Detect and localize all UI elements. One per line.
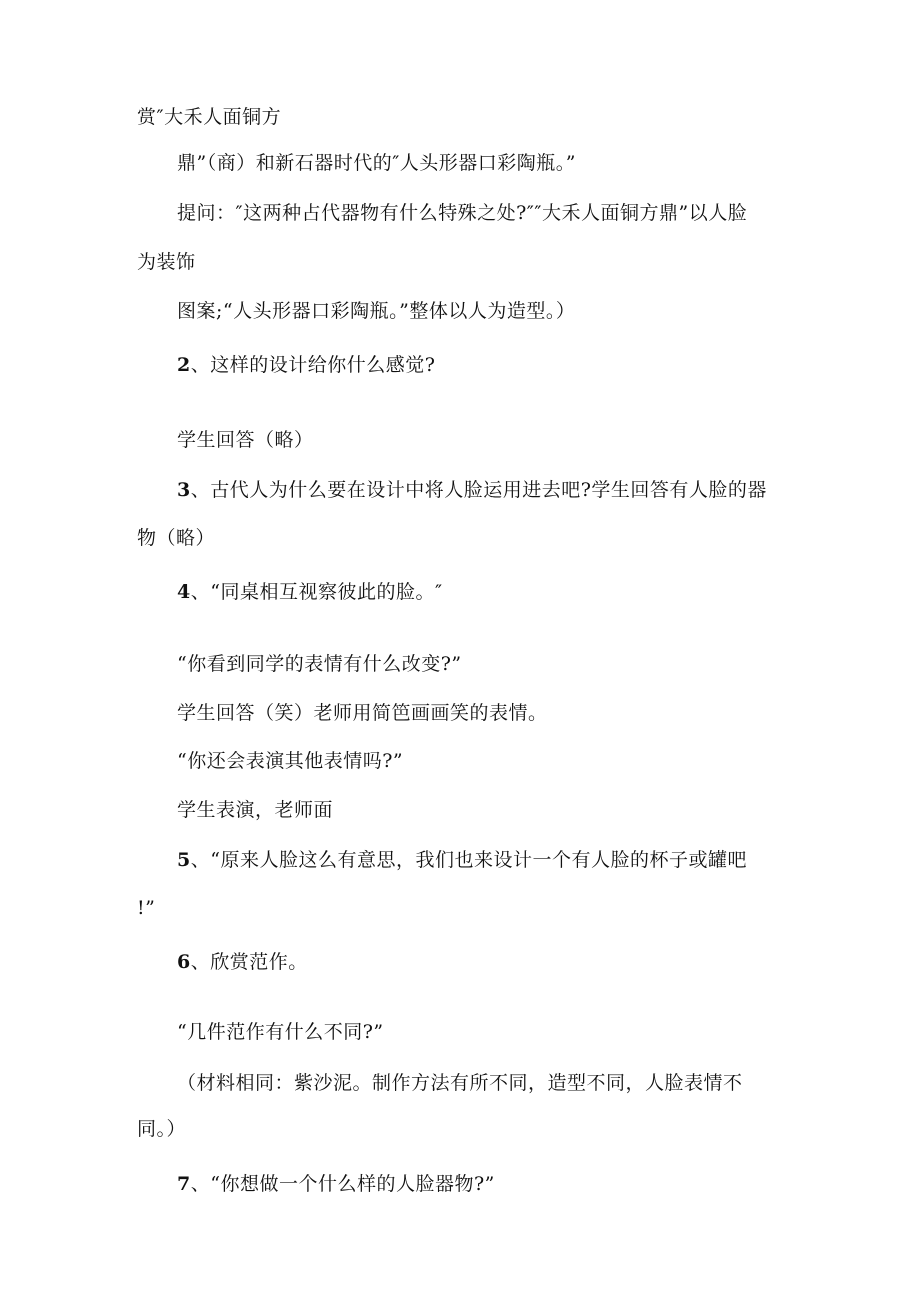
line-text: 赏″大禾人面铜方 — [137, 106, 282, 128]
item-number: 7 — [177, 1173, 191, 1195]
line-text: 学生回答（略） — [177, 429, 314, 451]
line-text: （材料相同：紫沙泥。制作方法有所不同，造型不同，人脸表情不 — [177, 1072, 743, 1094]
line-text: 鼎”（商）和新石器时代的″人头形器口彩陶瓶。” — [177, 152, 577, 174]
text-line-16 — [137, 896, 155, 920]
line-text: !” — [137, 897, 156, 919]
line-text: 、古代人为什么要在设计中将人脸运用进去吧?学生回答有人脸的器 — [190, 479, 767, 501]
numbered-item-2 — [177, 353, 435, 377]
line-text: 为装饰 — [137, 251, 196, 273]
text-line-12 — [177, 701, 548, 725]
numbered-item-3 — [177, 478, 767, 502]
text-line-14 — [177, 798, 333, 822]
text-line-7 — [177, 428, 314, 452]
numbered-item-4 — [177, 580, 443, 604]
text-line-11 — [177, 652, 462, 676]
line-text: “你看到同学的表情有什么改变?” — [177, 653, 462, 675]
text-line-5 — [177, 299, 575, 323]
line-text: 、这样的设计给你什么感觉? — [190, 354, 436, 376]
item-number: 6 — [177, 951, 191, 973]
item-number: 2 — [177, 354, 191, 376]
line-text: 同。） — [137, 1118, 187, 1140]
line-text: 图案;“人头形器口彩陶瓶。”整体以人为造型。） — [177, 300, 576, 322]
line-text: 提问：″这两种占代器物有什么特殊之处?″″大禾人面铜方鼎”以人脸 — [177, 202, 748, 224]
text-line-4 — [137, 250, 196, 274]
text-line-2 — [177, 151, 576, 175]
text-line-13 — [177, 749, 403, 773]
item-number: 4 — [177, 581, 191, 603]
line-text: 、“同桌相互视察彼此的脸。″ — [190, 581, 443, 603]
line-text: 物（略） — [137, 527, 216, 549]
text-line-20 — [137, 1117, 186, 1141]
line-text: “几件范作有什么不同?” — [177, 1021, 384, 1043]
line-text: 、欣赏范作。 — [190, 951, 308, 973]
text-line-3 — [177, 201, 747, 225]
numbered-item-7 — [177, 1172, 495, 1196]
numbered-item-6 — [177, 950, 308, 974]
text-line-9 — [137, 526, 215, 550]
text-line-18 — [177, 1020, 384, 1044]
item-number: 5 — [177, 849, 191, 871]
numbered-item-5 — [177, 848, 747, 872]
text-line-1 — [137, 105, 281, 129]
line-text: 学生表演，老师面 — [177, 799, 334, 821]
line-text: 、“你想做一个什么样的人脸器物?” — [190, 1173, 495, 1195]
text-line-19 — [177, 1071, 743, 1095]
line-text: “你还会表演其他表情吗?” — [177, 750, 404, 772]
line-text: 学生回答（笑）老师用简笆画画笑的表情。 — [177, 702, 548, 724]
item-number: 3 — [177, 479, 191, 501]
line-text: 、“原来人脸这么有意思，我们也来设计一个有人脸的杯子或罐吧 — [190, 849, 747, 871]
